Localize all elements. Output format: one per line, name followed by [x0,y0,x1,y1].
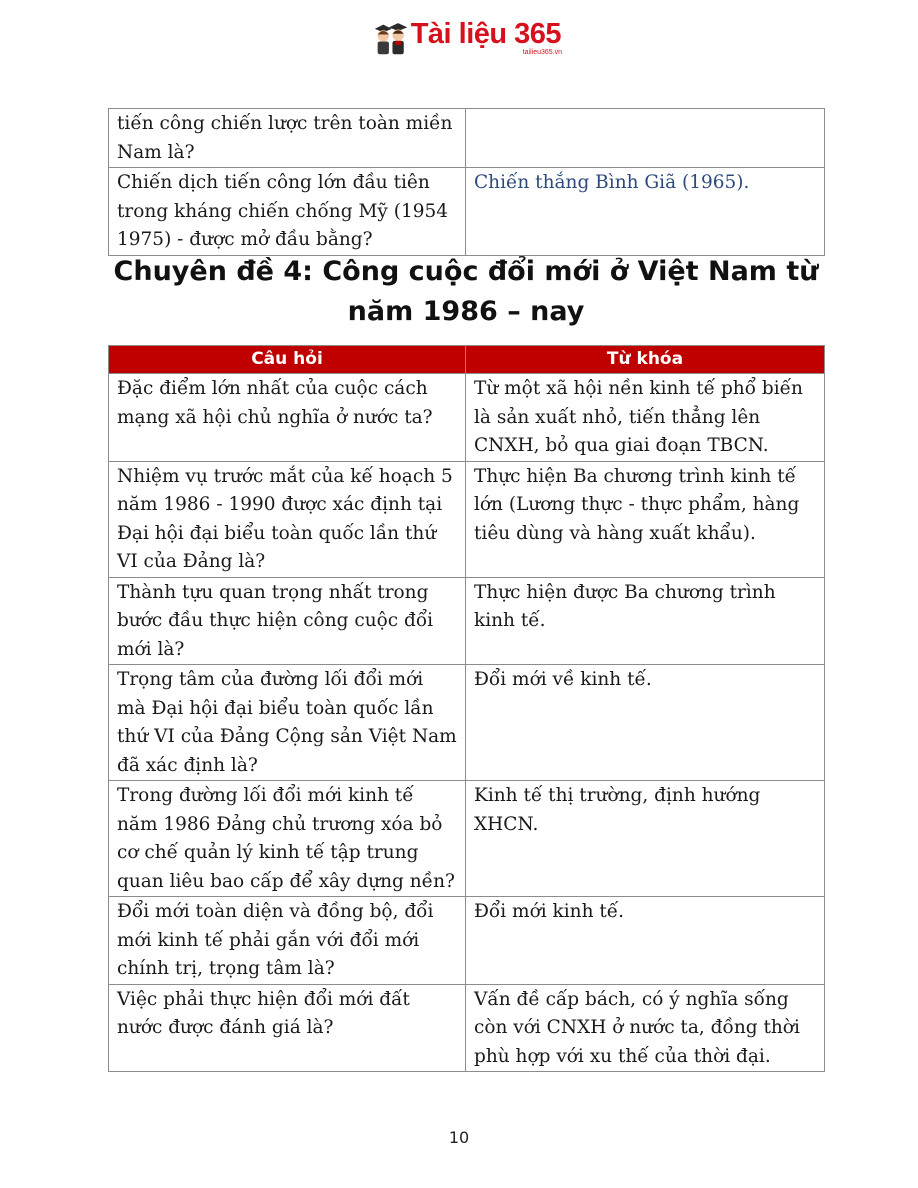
students-mascot-icon [372,13,409,63]
question-cell: Trọng tâm của đường lối đổi mới mà Đại hội đại biểu toàn quốc lần thứ VI của Đảng Cộng sản Việt Nam đã xác định là? [109,665,466,781]
answer-cell: Kinh tế thị trường, định hướng XHCN. [466,781,825,897]
answer-cell: Đổi mới về kinh tế. [466,665,825,781]
answer-cell: Thực hiện được Ba chương trình kinh tế. [466,577,825,665]
question-cell: Trong đường lối đổi mới kinh tế năm 1986 Đảng chủ trương xóa bỏ cơ chế quản lý kinh tế tập trung quan liêu bao cấp để xây dựng nền? [109,781,466,897]
answer-cell: Vấn đề cấp bách, có ý nghĩa sống còn với CNXH ở nước ta, đồng thời phù hợp với xu thế của thời đại. [466,984,825,1072]
table-row [109,168,825,256]
table-row [109,897,825,985]
answer-cell: Từ một xã hội nền kinh tế phổ biến là sản xuất nhỏ, tiến thẳng lên CNXH, bỏ qua giai đoạn TBCN. [466,374,825,462]
brand-logo [372,12,562,64]
keyword-table [108,345,825,1072]
table-row [109,577,825,665]
table-row [109,461,825,577]
question-cell: Đổi mới toàn diện và đồng bộ, đổi mới kinh tế phải gắn với đổi mới chính trị, trọng tâm là? [109,897,466,985]
answer-cell: Thực hiện Ba chương trình kinh tế lớn (Lương thực - thực phẩm, hàng tiêu dùng và hàng xuất khẩu). [466,461,825,577]
question-cell: Thành tựu quan trọng nhất trong bước đầu thực hiện công cuộc đổi mới là? [109,577,466,665]
table-row [109,984,825,1072]
page-number: 10 [448,1128,470,1147]
logo-url: tailieu365.vn [522,49,562,56]
answer-cell: Chiến thắng Bình Giã (1965). [466,168,825,256]
table-row [109,665,825,781]
logo-wordmark: Tài liệu 365 [410,18,562,50]
question-cell: tiến công chiến lược trên toàn miền Nam là? [109,109,466,168]
column-header-question: Câu hỏi [109,346,466,374]
section-heading: Chuyên đề 4: Công cuộc đổi mới ở Việt Nam từ năm 1986 – nay [113,256,819,327]
table-header-row [109,346,825,374]
question-cell: Việc phải thực hiện đổi mới đất nước được đánh giá là? [109,984,466,1072]
question-cell: Chiến dịch tiến công lớn đầu tiên trong kháng chiến chống Mỹ (1954 1975) - được mở đầu bằng? [109,168,466,256]
answer-cell [466,109,825,168]
previous-section-table [108,108,825,256]
table-row [109,374,825,462]
column-header-keyword: Từ khóa [466,346,825,374]
question-cell: Đặc điểm lớn nhất của cuộc cách mạng xã hội chủ nghĩa ở nước ta? [109,374,466,462]
question-cell: Nhiệm vụ trước mắt của kế hoạch 5 năm 1986 - 1990 được xác định tại Đại hội đại biểu toàn quốc lần thứ VI của Đảng là? [109,461,466,577]
table-row [109,781,825,897]
answer-cell: Đổi mới kinh tế. [466,897,825,985]
table-row [109,109,825,168]
